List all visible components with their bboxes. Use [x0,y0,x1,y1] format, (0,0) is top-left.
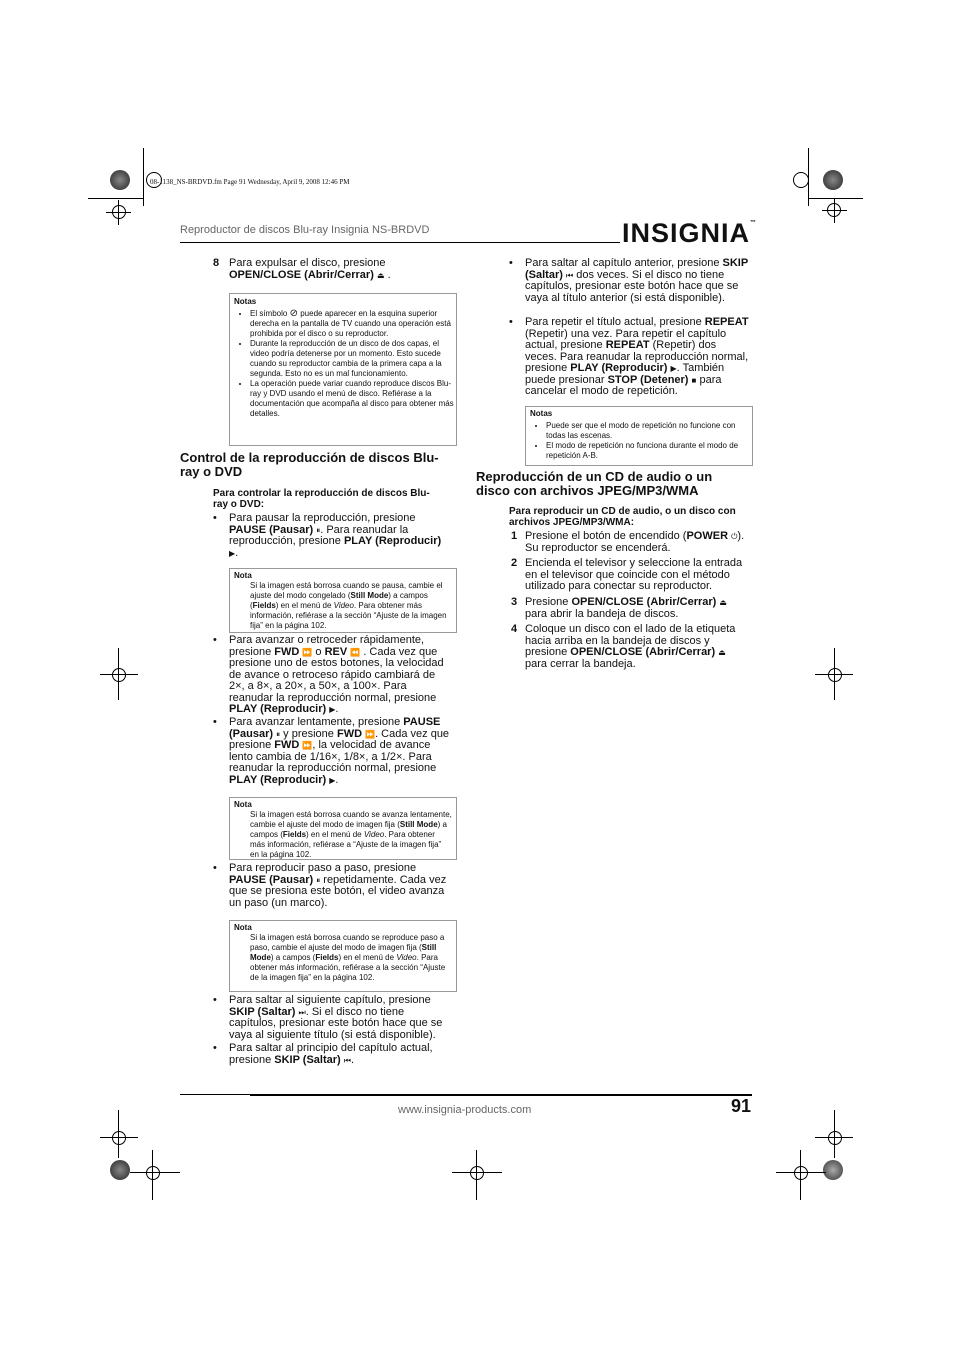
note-box-3: Nota Si la imagen está borrosa cuando se avanza lentamente, cambie el ajuste del modo de imagen fija (Still Mode) a campos (Fields) en el menú de Video. Para obtener más información, refiérase a “Ajuste de la imagen fija” en la página 102. [229,797,457,860]
prohibited-icon: ⊘ [289,308,298,319]
header-rule [180,242,620,243]
bullet-step: • Para reproducir paso a paso, presione PAUSE (Pausar) ⏸ repetidamente. Cada vez que se presiona este botón, el video avanza un paso (un marco). [213,863,453,909]
play-icon: ▶ [329,775,336,785]
notes-box-1: Notas • El símbolo ⊘ puede aparecer en la esquina superior derecha en la pantalla de TV cuando una operación está prohibida por el disco o su reproductor. • Durante la reproducción de un disco de dos capas, el video podría detenerse por un momento. Esto sucede cuando su reproductor cambia de la primera capa a la segunda. Esto no es un mal funcionamiento. • La operación puede variar cuando reproduce discos Blu-ray y DVD usando el menú de disco. Refiérase a la documentación que acompaña al disco para obtener más detalles. [229,293,457,446]
play-icon: ▶ [329,705,336,714]
step-8: 8 Para expulsar el disco, presione OPEN/CLOSE (Abrir/Cerrar) ⏏ . [213,257,391,281]
notes-box-5: Notas • Puede ser que el modo de repetición no funcione con todas las escenas. • El modo de repetición no funciona durante el modo de repetición A-B. [525,406,753,466]
subheading-cd: Para reproducir un CD de audio, o un disco con archivos JPEG/MP3/WMA: [509,506,736,528]
subheading-bluray: Para controlar la reproducción de discos Blu-ray o DVD: [213,488,430,510]
footer-url: www.insignia-products.com [398,1104,532,1116]
fast-forward-icon: ⏩ [302,741,313,750]
insignia-logo: INSIGNIA™ [622,218,758,248]
section-heading-bluray: Control de la reproducción de discos Blu-ray o DVD [180,450,439,479]
footer-rule-thick [250,1094,752,1096]
skip-previous-icon: ⏮ [343,1055,351,1065]
play-icon: ▶ [670,364,677,373]
step-4: 4 Coloque un disco con el lado de la etiqueta hacia arriba en la bandeja de discos y presione OPEN/CLOSE (Abrir/Cerrar) ⏏ para cerrar la bandeja. [511,623,736,670]
page-number: 91 [731,1096,752,1116]
note-box-2: Nota Si la imagen está borrosa cuando se pausa, cambie el ajuste del modo congelado (Still Mode) a campos (Fields) en el menú de Video. Para obtener más información, refiérase a la sección “Ajuste de la imagen fija” en la página 102. [229,568,457,633]
stop-icon: ■ [691,375,697,385]
section-heading-cd: Reproducción de un CD de audio o un disco con archivos JPEG/MP3/WMA [476,469,713,498]
eject-icon: ⏏ [376,270,385,280]
file-slug: 08-1138_NS-BRDVD.fm Page 91 Wednesday, April 9, 2008 12:46 PM [150,178,350,186]
bullet-skip-start: • Para saltar al principio del capítulo actual, presione SKIP (Saltar) ⏮. [213,1043,453,1066]
rewind-icon: ⏪ [350,647,361,657]
bullet-skip-next: • Para saltar al siguiente capítulo, presione SKIP (Saltar) ⏭. Si el disco no tiene capítulos, presionar este botón hace que se vaya al siguiente título (si está disponible). [213,995,453,1041]
pause-icon: ⏸ [276,729,281,739]
note-box-4: Nota Si la imagen está borrosa cuando se reproduce paso a paso, cambie el ajuste del modo de imagen fija (Still Mode) a campos (Fields) en el menú de Video. Para obtener más información, refiérase a la sección “Ajuste de la imagen fija” en la página 102. [229,920,457,992]
skip-previous-icon: ⏮ [565,270,574,280]
step-3: 3 Presione OPEN/CLOSE (Abrir/Cerrar) ⏏ para abrir la bandeja de discos. [511,596,727,620]
bullet-skip-prev: • Para saltar al capítulo anterior, presione SKIP (Saltar) ⏮ dos veces. Si el disco no tiene capítulos, presionar este botón hace que se vaya al título anterior (si está disponible). [509,258,749,304]
play-icon: ▶ [229,548,236,558]
fast-forward-icon: ⏩ [365,729,376,739]
eject-icon: ⏏ [719,598,727,607]
pause-icon: ⏸ [316,875,321,885]
bullet-fwd-rev: • Para avanzar o retroceder rápidamente, presione FWD ⏩ o REV ⏪ . Cada vez que presione uno de estos botones, la velocidad de avance o retroceso rápido cambiará de 2×, a 8×, a 20×, a 50×, a 100×. Para reanudar la reproducción normal, presione PLAY (Reproducir) ▶. [213,635,453,716]
bullet-repeat: • Para repetir el título actual, presione REPEAT (Repetir) una vez. Para repetir el capítulo actual, presione REPEAT (Repetir) dos veces. Para reanudar la reproducción normal, presione PLAY (Reproducir) ▶. También puede presionar STOP (Detener) ■ para cancelar el modo de repetición. [509,317,749,398]
step-2: 2 Encienda el televisor y seleccione la entrada en el televisor que coincide con el método utilizado para conectar su reproductor. [511,557,743,592]
bullet-slow: • Para avanzar lentamente, presione PAUSE (Pausar) ⏸ y presione FWD ⏩. Cada vez que presione FWD ⏩, la velocidad de avance lento cambia de 1/16×, 1/8×, a 1/2×. Para reanudar la reproducción normal, presione PLAY (Reproducir) ▶. [213,717,453,786]
running-head: Reproductor de discos Blu-ray Insignia NS-BRDVD [180,224,430,236]
power-icon: ⏻ [731,532,738,541]
bullet-pause: • Para pausar la reproducción, presione PAUSE (Pausar) ⏸. Para reanudar la reproducción, presione PLAY (Reproducir) ▶. [213,513,453,559]
fast-forward-icon: ⏩ [302,647,313,657]
pause-icon: ⏸ [316,525,321,535]
skip-next-icon: ⏭ [298,1007,306,1017]
eject-icon: ⏏ [718,648,726,657]
step-1: 1 Presione el botón de encendido (POWER ⏻). Su reproductor se encenderá. [511,530,745,554]
